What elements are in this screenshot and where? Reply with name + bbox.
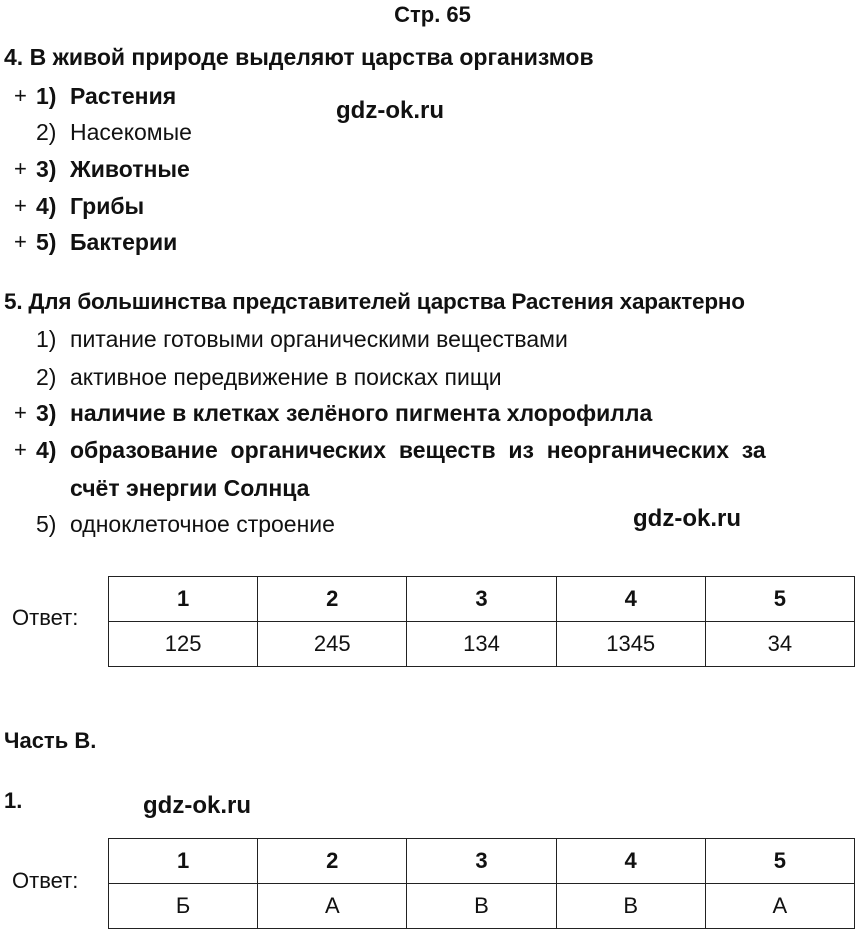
- q4-option-4: [0, 193, 300, 221]
- answer-label: Ответ:: [12, 868, 79, 893]
- table-cell: 125: [109, 622, 258, 667]
- page-title: Стр. 65: [394, 2, 471, 27]
- answer-table-1: [108, 576, 855, 667]
- table-header-cell: 1: [109, 577, 258, 622]
- q4-option-1: [0, 83, 300, 111]
- option-number: 4): [36, 437, 57, 463]
- option-text: Растения: [70, 83, 177, 109]
- option-number: 2): [36, 119, 57, 145]
- table-cell: 134: [407, 622, 556, 667]
- option-text: одноклеточное строение: [70, 511, 335, 537]
- table-header-cell: 4: [556, 577, 705, 622]
- option-number: 5): [36, 511, 57, 537]
- answer-label: Ответ:: [12, 605, 79, 630]
- table-header-cell: 3: [407, 839, 556, 884]
- correct-mark: +: [14, 437, 27, 462]
- table-header-cell: 3: [407, 577, 556, 622]
- correct-mark: +: [14, 193, 27, 218]
- q5-option-4: [0, 437, 860, 503]
- table-cell: А: [258, 884, 407, 929]
- option-number: 5): [36, 229, 57, 255]
- table-cell: Б: [109, 884, 258, 929]
- table-header-cell: 2: [258, 577, 407, 622]
- option-number: 2): [36, 364, 57, 390]
- q5-option-1: [0, 326, 860, 354]
- option-text: Животные: [70, 156, 190, 182]
- table-cell: В: [556, 884, 705, 929]
- correct-mark: +: [14, 400, 27, 425]
- table-cell: 245: [258, 622, 407, 667]
- watermark: gdz-ok.ru: [633, 505, 741, 532]
- watermark: gdz-ok.ru: [143, 792, 251, 819]
- option-text: образование органических веществ из неорганических за: [70, 437, 766, 463]
- option-text: питание готовыми органическими веществами: [70, 326, 568, 352]
- option-text-continued: счёт энергии Солнца: [70, 475, 310, 501]
- option-number: 4): [36, 193, 57, 219]
- option-number: 3): [36, 156, 57, 182]
- correct-mark: +: [14, 156, 27, 181]
- table-cell: 1345: [556, 622, 705, 667]
- option-number: 1): [36, 326, 57, 352]
- table-header-cell: 1: [109, 839, 258, 884]
- q5-option-5: [0, 511, 500, 539]
- table-header-cell: 5: [705, 577, 854, 622]
- q5-option-2: [0, 364, 860, 392]
- q5-option-3: [0, 400, 860, 428]
- answer-table-2: [108, 838, 855, 929]
- table-cell: А: [705, 884, 854, 929]
- question-b1-number: 1.: [4, 788, 23, 813]
- option-text: Насекомые: [70, 119, 192, 145]
- table-header-cell: 4: [556, 839, 705, 884]
- option-text: Бактерии: [70, 229, 178, 255]
- question-4-title: 4. В живой природе выделяют царства организмов: [4, 44, 594, 70]
- option-text: Грибы: [70, 193, 145, 219]
- watermark: gdz-ok.ru: [336, 97, 444, 124]
- correct-mark: +: [14, 229, 27, 254]
- option-text: наличие в клетках зелёного пигмента хлорофилла: [70, 400, 653, 426]
- table-cell: В: [407, 884, 556, 929]
- table-header-cell: 2: [258, 839, 407, 884]
- option-text: активное передвижение в поисках пищи: [70, 364, 502, 390]
- table-header-cell: 5: [705, 839, 854, 884]
- option-number: 1): [36, 83, 57, 109]
- q4-option-3: [0, 156, 300, 184]
- question-5-title: 5. Для большинства представителей царства Растения характерно: [4, 289, 745, 314]
- q4-option-5: [0, 229, 300, 257]
- part-b-heading: Часть В.: [4, 728, 97, 753]
- q4-option-2: [0, 119, 300, 147]
- correct-mark: +: [14, 83, 27, 108]
- option-number: 3): [36, 400, 57, 426]
- table-cell: 34: [705, 622, 854, 667]
